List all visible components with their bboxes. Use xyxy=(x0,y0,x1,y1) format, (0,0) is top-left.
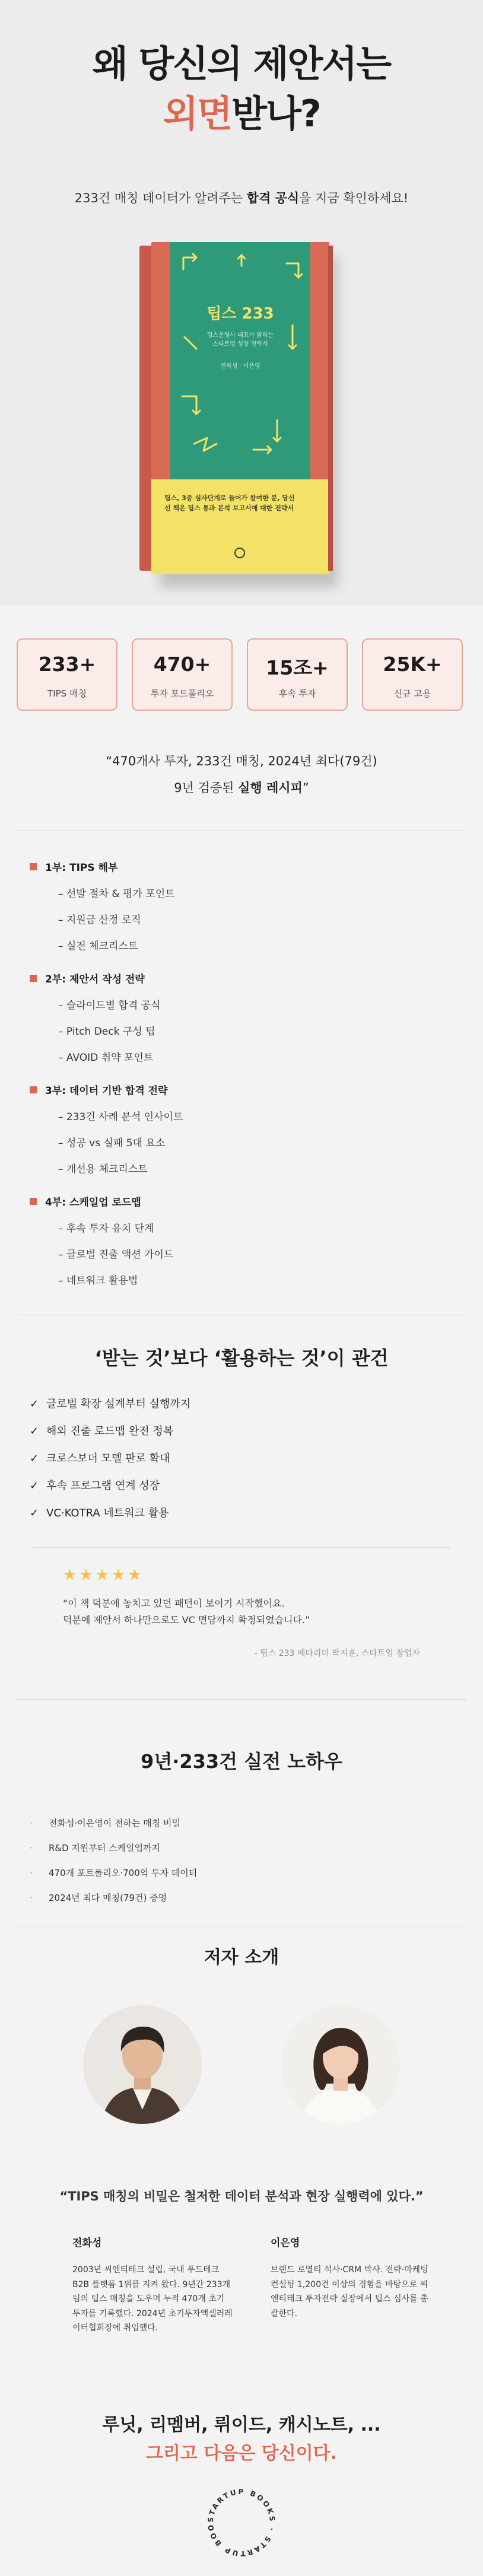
review-line2: 덕분에 제안서 하나만으로도 VC 면담까지 확정되었습니다.” xyxy=(63,1614,310,1626)
toc-item-text: 글로벌 진출 액션 가이드 xyxy=(66,1249,174,1261)
hero-subtitle-bold: 합격 공식 xyxy=(246,191,300,205)
logo-ring-text: STARTUP BOOKS · STARTUP BOO xyxy=(206,2487,277,2558)
stat-label: 신규 고용 xyxy=(393,688,431,699)
knowhow-item xyxy=(30,1866,197,1879)
toc-item-text: 실전 체크리스트 xyxy=(66,940,138,952)
hero-title-accent: 외면 xyxy=(163,92,232,135)
toc-item-text: 선발 절차 & 평가 포인트 xyxy=(66,888,175,900)
book-subtitle xyxy=(170,331,310,349)
review-line1: “이 책 덕분에 놓치고 있던 패턴이 보이기 시작했어요. xyxy=(63,1598,285,1609)
knowhow-text: 470개 포트폴리오·700억 투자 데이터 xyxy=(49,1868,198,1878)
knowhow-text: R&D 지원부터 스케일업까지 xyxy=(49,1843,161,1853)
toc-item-text: 후속 투자 유치 단계 xyxy=(66,1223,154,1235)
checklist-text: 크로스보더 모델 판로 확대 xyxy=(46,1452,170,1465)
toc-item-text: 슬라이드별 합격 공식 xyxy=(66,1000,161,1012)
review-attribution: - 팁스 233 베타리더 박지훈, 스타트업 창업자 xyxy=(254,1649,420,1658)
stat-value: 233+ xyxy=(38,653,96,676)
intro-quote-line2 xyxy=(0,778,483,796)
toc-item: – 실전 체크리스트 xyxy=(58,940,138,952)
stat-value: 470+ xyxy=(153,653,211,676)
checklist-text: 글로벌 확장 설계부터 실행까지 xyxy=(46,1398,191,1410)
intro-quote-pre: 9년 검증된 xyxy=(174,781,239,795)
hero-section xyxy=(0,0,483,605)
stat-value: 25K+ xyxy=(383,653,442,676)
knowhow-item xyxy=(30,1891,167,1904)
startup-books-logo-icon xyxy=(200,2481,283,2564)
check-icon: ✓ xyxy=(30,1398,39,1410)
closing-line1: 루닛, 리멤버, 뤼이드, 캐시노트, ... xyxy=(102,2415,381,2435)
checklist-item xyxy=(30,1423,173,1438)
book-edge xyxy=(328,246,333,571)
checklist-text: 해외 진출 로드맵 완전 정복 xyxy=(46,1425,174,1438)
knowhow-section xyxy=(0,1724,483,1938)
bullet-icon: · xyxy=(30,1843,33,1853)
divider xyxy=(33,1547,450,1548)
hero-title-line1: 왜 당신의 제안서는 xyxy=(92,42,391,85)
book-blurb-line2: 선 책은 팁스 통과 분석 보고서에 대한 전략서 xyxy=(164,504,294,512)
authors-heading: 저자 소개 xyxy=(204,1947,279,1968)
startup-books-logo xyxy=(200,2481,283,2564)
key-section xyxy=(0,1315,483,1724)
author-name-jeon: 전화성 xyxy=(72,2237,102,2249)
bullet-icon: · xyxy=(30,1818,33,1828)
intro-quote-post: ” xyxy=(302,781,309,795)
author-bio-lee: 브랜드 로열티 석사·CRM 박사. 전략·마케팅 컨설팅 1,200건 이상의 경험을 바탕으로 씨엔티테크 투자전략 실장에서 팁스 심사를 총괄한다. xyxy=(271,2265,428,2319)
toc-item: – 성공 vs 실패 5대 요소 xyxy=(58,1137,166,1149)
knowhow-item xyxy=(30,1842,160,1854)
toc-item-text: 개선용 체크리스트 xyxy=(66,1163,148,1175)
rating-stars-icon: ★★★★★ xyxy=(63,1566,144,1584)
square-bullet-icon xyxy=(30,1198,37,1205)
authors-section xyxy=(0,1938,483,2576)
hero-subtitle-post: 을 지금 확인하세요! xyxy=(299,191,409,205)
toc-item: – AVOID 취약 포인트 xyxy=(58,1052,154,1064)
stat-label: 투자 포트폴리오 xyxy=(150,688,214,699)
author-portrait-icon xyxy=(83,2005,202,2124)
toc-part-title: 3부: 데이터 기반 합격 전략 xyxy=(45,1085,168,1097)
checklist-item xyxy=(30,1477,160,1493)
stat-label: TIPS 매칭 xyxy=(47,688,87,699)
book-blurb xyxy=(164,494,316,513)
toc-item-text: AVOID 취약 포인트 xyxy=(66,1052,154,1064)
hero-title-line2 xyxy=(0,84,483,137)
stat-label: 후속 투자 xyxy=(278,688,316,699)
table-of-contents xyxy=(0,831,483,1315)
checklist-text: 후속 프로그램 연계 성장 xyxy=(46,1480,160,1492)
bullet-icon: · xyxy=(30,1893,33,1903)
intro-quote-line1: “470개사 투자, 233건 매칭, 2024년 최다(79건) xyxy=(106,754,377,768)
book-blurb-line1: 팁스, 3중 심사단계로 들어가 참여한 분, 당신 xyxy=(164,494,295,502)
square-bullet-icon xyxy=(30,1086,37,1093)
hero-subtitle xyxy=(0,189,483,206)
book-subtitle-line1: 팁스운영사 대표가 밝히는 xyxy=(206,332,274,339)
bullet-icon: · xyxy=(30,1868,33,1878)
checklist-item xyxy=(30,1505,169,1520)
stat-value: 15조+ xyxy=(266,656,329,679)
toc-item-text: 233건 사례 분석 인사이트 xyxy=(66,1111,183,1123)
toc-item-text: 성공 vs 실패 5대 요소 xyxy=(66,1137,166,1149)
author-name-lee: 이은영 xyxy=(271,2237,300,2249)
book-subtitle-line2: 스타트업 성장 전략서 xyxy=(212,341,268,348)
knowhow-item xyxy=(30,1817,180,1829)
square-bullet-icon xyxy=(30,863,37,870)
stat-card-hiring xyxy=(362,638,463,711)
book-title: 팁스 233 xyxy=(206,305,274,323)
stat-card-followup xyxy=(247,638,348,711)
hero-subtitle-pre: 233건 매칭 데이터가 알려주는 xyxy=(74,191,247,205)
author-portrait-icon xyxy=(281,2005,400,2124)
intro-quote-bold: 실행 레시피 xyxy=(238,781,303,795)
toc-item: – 선발 절차 & 평가 포인트 xyxy=(58,888,175,900)
authors-quote: “TIPS 매칭의 비밀은 철저한 데이터 분석과 현장 실행력에 있다.” xyxy=(59,2189,424,2203)
knowhow-heading: 9년·233건 실전 노하우 xyxy=(141,1750,342,1773)
toc-item: – 글로벌 진출 액션 가이드 xyxy=(58,1249,174,1261)
divider xyxy=(17,1699,466,1700)
toc-item: – 후속 투자 유치 단계 xyxy=(58,1223,154,1235)
knowhow-text: 전화성·이은영이 전하는 매칭 비밀 xyxy=(49,1818,180,1828)
publisher-seal-icon xyxy=(234,548,245,558)
author-photo-jeon xyxy=(83,2005,202,2124)
hero-title-rest: 받나? xyxy=(231,92,320,135)
toc-part-title: 1부: TIPS 해부 xyxy=(45,862,118,874)
stat-card-tips xyxy=(17,638,117,711)
book-cover-image xyxy=(151,242,329,574)
checklist-text: VC·KOTRA 네트워크 활용 xyxy=(46,1507,169,1519)
toc-part-title: 4부: 스케일업 로드맵 xyxy=(45,1197,141,1209)
closing-line2: 그리고 다음은 당신이다. xyxy=(145,2443,338,2464)
toc-item: – Pitch Deck 구성 팁 xyxy=(58,1026,155,1038)
stat-card-portfolio xyxy=(132,638,233,711)
check-icon: ✓ xyxy=(30,1507,39,1519)
toc-item: – 233건 사례 분석 인사이트 xyxy=(58,1111,183,1123)
book-cover xyxy=(151,242,329,574)
check-icon: ✓ xyxy=(30,1480,39,1492)
check-icon: ✓ xyxy=(30,1452,39,1465)
book-authors: 전화성 · 이은영 xyxy=(220,363,260,370)
checklist-item xyxy=(30,1450,170,1465)
toc-item: – 지원금 산정 로직 xyxy=(58,914,141,926)
toc-item-text: 네트워크 활용법 xyxy=(66,1275,138,1287)
toc-item-text: 지원금 산정 로직 xyxy=(66,914,141,926)
toc-item: – 네트워크 활용법 xyxy=(58,1275,138,1287)
toc-item: – 개선용 체크리스트 xyxy=(58,1163,148,1175)
toc-part-title: 2부: 제안서 작성 전략 xyxy=(45,974,145,985)
author-photo-lee xyxy=(281,2005,400,2124)
checklist-item xyxy=(30,1395,190,1411)
svg-text:STARTUP BOOKS · STARTUP BOOKS xyxy=(200,2481,277,2558)
key-heading: ‘받는 것’보다 ‘활용하는 것’이 관건 xyxy=(94,1347,389,1369)
toc-item: – 슬라이드별 합격 공식 xyxy=(58,1000,161,1012)
square-bullet-icon xyxy=(30,975,37,982)
knowhow-text: 2024년 최다 매칭(79건) 증명 xyxy=(49,1893,167,1903)
toc-item-text: Pitch Deck 구성 팁 xyxy=(66,1026,155,1038)
check-icon: ✓ xyxy=(30,1425,39,1438)
author-bio-jeon: 2003년 씨엔티테크 설립, 국내 푸드테크 B2B 플랫폼 1위를 지켜 왔다. 9년간 233개 팀의 팁스 매칭을 도우며 누적 470개 초기 투자를 기록했다. 2024년 초기투자액셀러레이터협회장에 취임했다. xyxy=(72,2265,233,2333)
